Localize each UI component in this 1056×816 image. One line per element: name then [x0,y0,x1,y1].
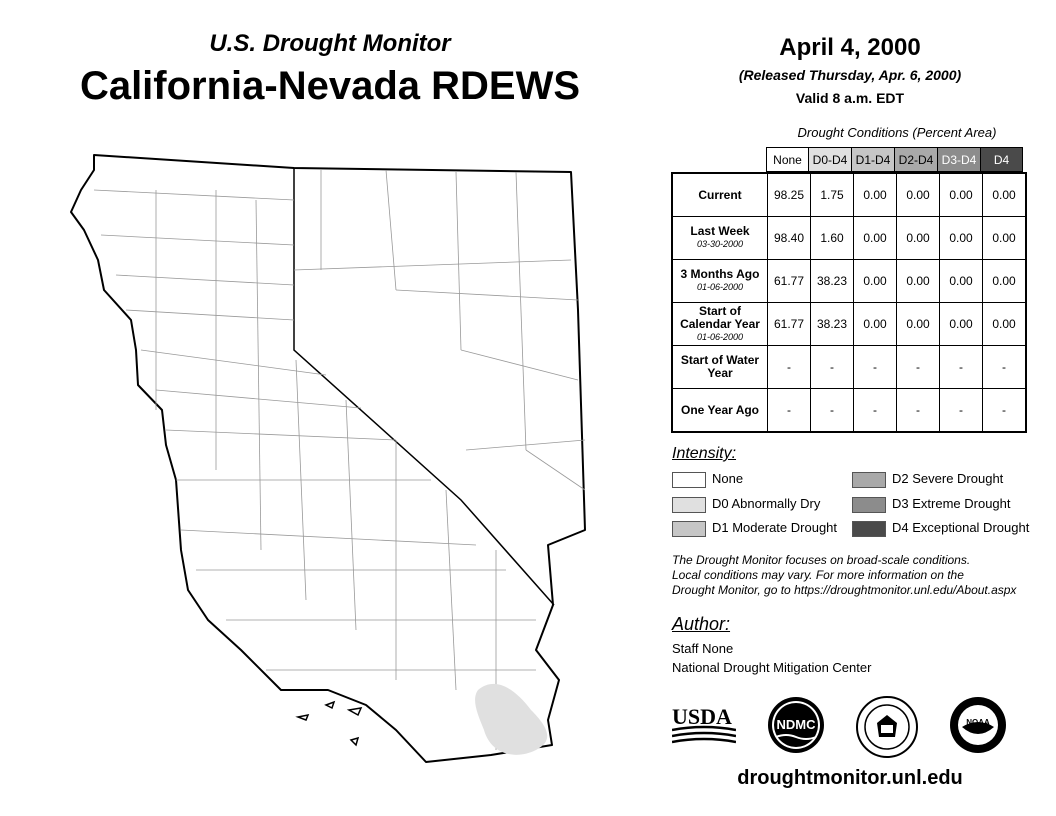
legend-label: D2 Severe Drought [892,471,1004,486]
table-cell: 0.00 [983,173,1027,217]
table-row [672,389,1026,433]
table-cell: - [940,346,983,389]
col-header-d3-d4: D3-D4 [938,148,981,172]
row-label: Start of Water Year [672,346,768,389]
table-cell: - [854,389,897,433]
conditions-table [671,172,1027,433]
conditions-header [766,147,1023,172]
col-header-d1-d4: D1-D4 [852,148,895,172]
table-row [672,346,1026,389]
table-cell: 98.40 [768,217,811,260]
table-cell: - [983,346,1027,389]
legend-label: D1 Moderate Drought [712,520,838,535]
usda-logo-text: USDA [672,704,732,729]
table-cell: 0.00 [854,260,897,303]
table-row [672,303,1026,346]
row-label: Current [672,173,768,217]
legend-label: None [712,471,744,486]
table-cell: 0.00 [897,173,940,217]
note-line: The Drought Monitor focuses on broad-scale conditions. [672,553,971,567]
table-cell: 0.00 [897,217,940,260]
table-cell: 0.00 [983,217,1027,260]
legend-swatch [852,497,886,513]
table-row [672,260,1026,303]
map-title: California-Nevada RDEWS [79,64,581,108]
california-nevada-map [66,150,596,770]
map-date: April 4, 2000 [779,34,921,61]
valid-time: Valid 8 a.m. EDT [795,90,905,106]
legend-title: Intensity: [672,445,737,462]
table-cell: 1.60 [811,217,854,260]
table-cell: 61.77 [768,303,811,346]
table-cell: - [983,389,1027,433]
table-cell: - [768,389,811,433]
disclaimer-note [672,553,1052,598]
legend-swatch [672,521,706,537]
table-cell: - [854,346,897,389]
col-header-d0-d4: D0-D4 [809,148,852,172]
table-cell: 38.23 [811,303,854,346]
table-cell: - [897,389,940,433]
note-line: Drought Monitor, go to https://droughtmonitor.unl.edu/About.aspx [672,583,1017,597]
table-cell: 0.00 [897,303,940,346]
legend-label: D0 Abnormally Dry [712,496,821,511]
state-outline [71,155,585,762]
table-row [672,173,1026,217]
legend-swatch [672,472,706,488]
table-cell: - [940,389,983,433]
author-title: Author: [672,614,731,634]
website-link[interactable]: droughtmonitor.unl.edu [737,767,963,789]
col-header-d2-d4: D2-D4 [895,148,938,172]
col-header-none: None [767,148,809,172]
table-cell: 98.25 [768,173,811,217]
release-date: (Released Thursday, Apr. 6, 2000) [738,67,962,83]
table-cell: - [811,389,854,433]
ndmc-logo-text: NDMC [776,717,816,732]
table-caption: Drought Conditions (Percent Area) [797,125,997,140]
table-cell: 0.00 [897,260,940,303]
table-cell: 0.00 [940,260,983,303]
table-cell: - [768,346,811,389]
table-cell: 0.00 [983,260,1027,303]
table-cell: 0.00 [983,303,1027,346]
table-row [672,217,1026,260]
table-cell: 0.00 [854,173,897,217]
table-cell: 1.75 [811,173,854,217]
row-label: 3 Months Ago 01-06-2000 [672,260,768,303]
ndmc-logo [766,695,826,755]
author-name: Staff None [672,641,734,656]
table-cell: 0.00 [854,303,897,346]
table-cell: - [811,346,854,389]
table-cell: 0.00 [940,303,983,346]
table-cell: 0.00 [940,173,983,217]
table-cell: 0.00 [940,217,983,260]
legend-swatch [852,472,886,488]
table-cell: 0.00 [854,217,897,260]
legend-swatch [852,521,886,537]
author-org: National Drought Mitigation Center [672,660,872,675]
col-header-d4: D4 [981,148,1023,172]
usda-logo [672,702,736,748]
commerce-seal-icon [855,695,919,759]
row-label: One Year Ago [672,389,768,433]
row-label: Last Week 03-30-2000 [672,217,768,260]
legend-label: D4 Exceptional Drought [892,520,1030,535]
table-cell: 61.77 [768,260,811,303]
table-cell: - [897,346,940,389]
noaa-logo-text: NOAA [966,718,990,727]
noaa-logo [948,695,1008,755]
map-subtitle: U.S. Drought Monitor [209,30,451,57]
table-cell: 38.23 [811,260,854,303]
note-line: Local conditions may vary. For more information on the [672,568,964,582]
row-label: Start of Calendar Year 01-06-2000 [672,303,768,346]
legend-label: D3 Extreme Drought [892,496,1011,511]
legend-swatch [672,497,706,513]
